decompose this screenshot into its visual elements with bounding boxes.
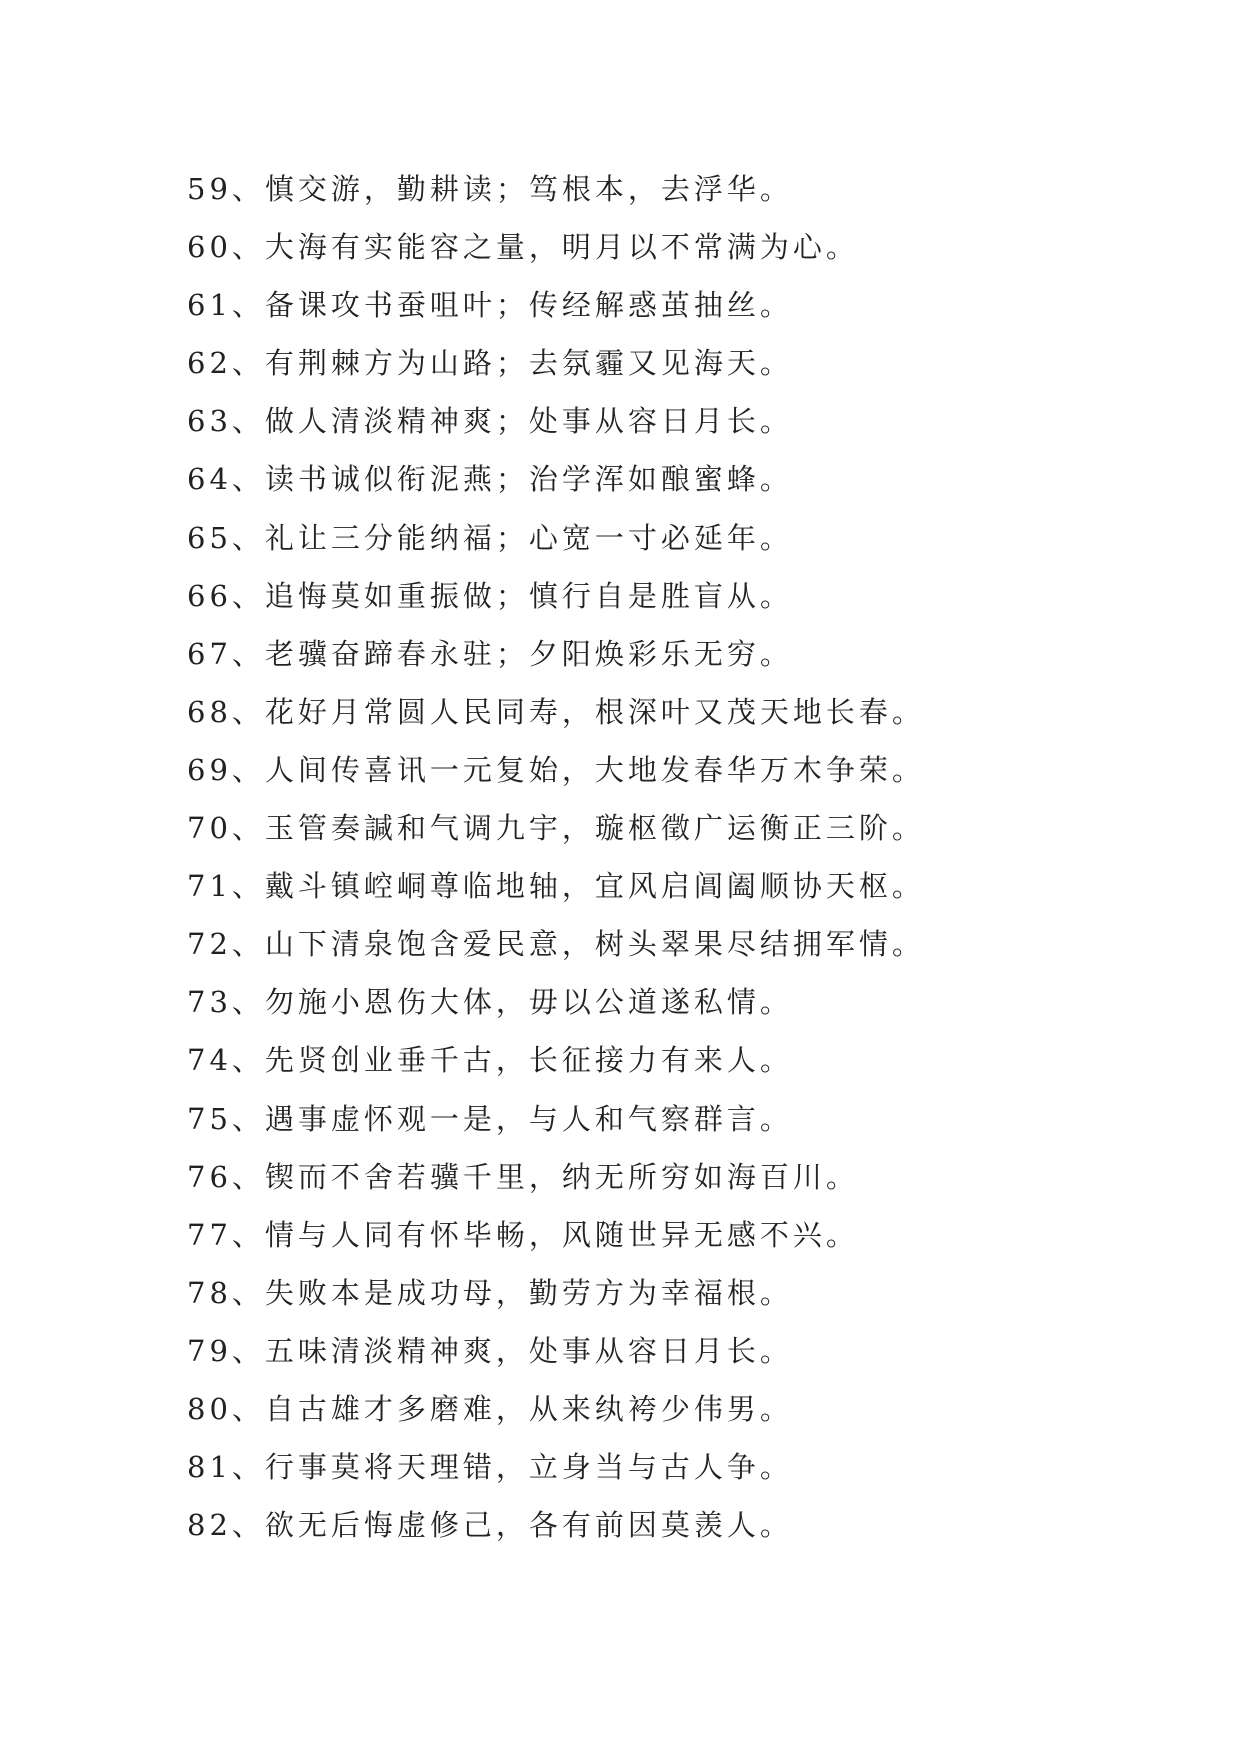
couplet-line-61: 61、备课攻书蚕咀叶；传经解惑茧抽丝。	[187, 288, 793, 323]
couplet-line-75: 75、遇事虚怀观一是，与人和气察群言。	[187, 1101, 793, 1136]
couplet-line-60: 60、大海有实能容之量，明月以不常满为心。	[187, 230, 859, 265]
couplet-line-66: 66、追悔莫如重振做；慎行自是胜盲从。	[187, 578, 793, 613]
couplet-line-59: 59、慎交游，勤耕读；笃根本，去浮华。	[187, 172, 793, 206]
couplet-line-78: 78、失败本是成功母，勤劳方为幸福根。	[187, 1275, 793, 1310]
couplet-line-72: 72、山下清泉饱含爱民意，树头翠果尽结拥军情。	[187, 927, 925, 962]
couplet-line-69: 69、人间传喜讯一元复始，大地发春华万木争荣。	[187, 752, 925, 787]
couplet-line-79: 79、五味清淡精神爽，处事从容日月长。	[187, 1333, 793, 1368]
couplet-line-76: 76、锲而不舍若骥千里，纳无所穷如海百川。	[187, 1159, 859, 1194]
couplet-line-80: 80、自古雄才多磨难，从来纨袴少伟男。	[187, 1391, 793, 1426]
couplet-line-77: 77、情与人同有怀毕畅，风随世异无感不兴。	[187, 1217, 859, 1252]
couplet-line-62: 62、有荆棘方为山路；去氛霾又见海天。	[187, 346, 793, 381]
couplet-line-73: 73、勿施小恩伤大体，毋以公道遂私情。	[187, 985, 793, 1020]
couplet-line-82: 82、欲无后悔虚修己，各有前因莫羡人。	[187, 1508, 793, 1543]
couplet-list	[187, 160, 1187, 1554]
couplet-line-81: 81、行事莫将天理错，立身当与古人争。	[187, 1450, 793, 1485]
couplet-line-67: 67、老骥奋蹄春永驻；夕阳焕彩乐无穷。	[187, 636, 793, 671]
couplet-line-64: 64、读书诚似衔泥燕；治学浑如酿蜜蜂。	[187, 462, 793, 497]
couplet-line-65: 65、礼让三分能纳福；心宽一寸必延年。	[187, 520, 793, 555]
couplet-line-68: 68、花好月常圆人民同寿，根深叶又茂天地长春。	[187, 694, 925, 729]
couplet-line-63: 63、做人清淡精神爽；处事从容日月长。	[187, 404, 793, 439]
couplet-line-71: 71、戴斗镇崆峒尊临地轴，宜风启阊阖顺协天枢。	[187, 869, 925, 904]
couplet-line-70: 70、玉管奏諴和气调九宇，璇枢徵广运衡正三阶。	[187, 811, 925, 846]
couplet-line-74: 74、先贤创业垂千古，长征接力有来人。	[187, 1043, 793, 1078]
